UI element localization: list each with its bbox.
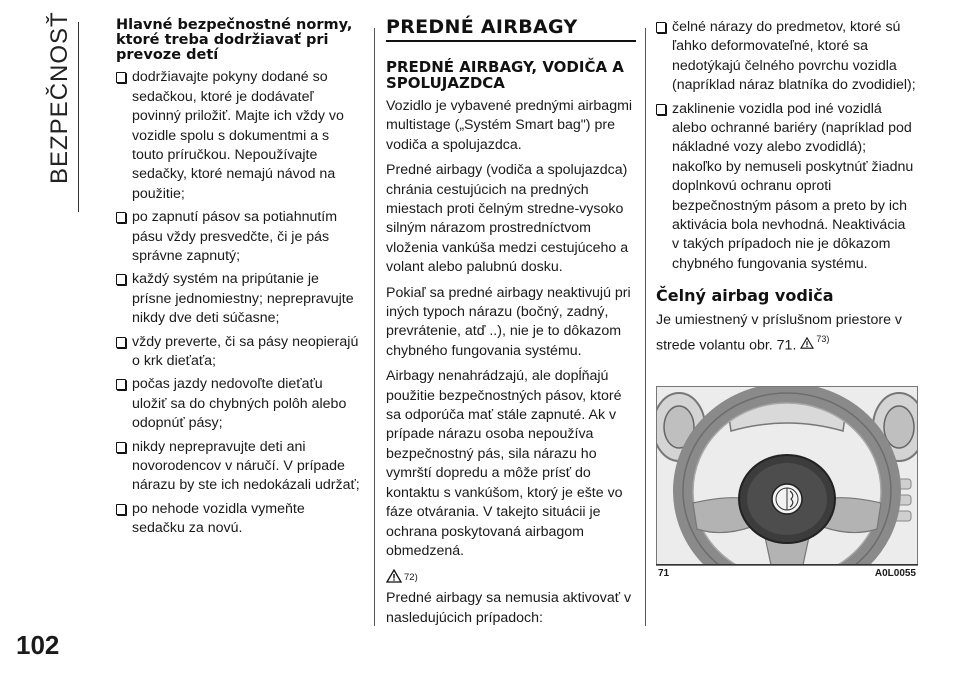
list-item-text: po nehode vozidla vymeňte sedačku za novú. <box>132 500 305 537</box>
list-item <box>116 333 361 372</box>
section-tab-label: BEZPEČNOSŤ <box>46 11 73 184</box>
list-item-text: počas jazdy nedovoľte dieťaťu uložiť sa do chybných polôh alebo odopnúť pásy; <box>132 376 347 432</box>
list-item <box>656 100 916 275</box>
warning-reference <box>386 569 636 583</box>
list-item <box>116 208 361 266</box>
warning-reference <box>800 330 829 349</box>
checkbox-bullet-icon <box>116 212 126 223</box>
list-item <box>116 375 361 433</box>
section-tab <box>28 11 92 190</box>
column-divider <box>374 28 375 626</box>
paragraph: Airbagy nenahrádzajú, ale dopĺňajú použitie bezpečnostných pásov, ktoré sa odporúča mať stále zapnuté. Ak v prípade nárazu osoba nepoužíva bezpečnostný pás, sila nárazu ho vymrští dopredu a môže prísť do kontaktu s vankúšom, ktorý je ešte vo fáze otvárania. V takejto situácii je ochrana poskytovaná airbagom obmedzená. <box>386 368 623 559</box>
checkbox-bullet-icon <box>116 274 126 285</box>
warning-triangle-icon <box>386 569 402 583</box>
steering-wheel-illustration <box>656 386 918 566</box>
checkbox-bullet-icon <box>656 104 666 115</box>
page-title: PREDNÉ AIRBAGY <box>386 18 636 42</box>
paragraph-text: Je umiestnený v príslušnom priestore v strede volantu obr. 71. <box>656 311 903 354</box>
checkbox-bullet-icon <box>116 72 126 83</box>
section-heading: Hlavné bezpečnostné normy, ktoré treba dodržiavať pri prevoze detí <box>116 17 353 63</box>
page-number: 102 <box>16 630 60 660</box>
list-item-text: po zapnutí pásov sa potiahnutím pásu vždy presvedčte, či je pás správne zapnutý; <box>132 209 338 264</box>
figure-caption <box>656 564 918 579</box>
list-item <box>116 68 361 204</box>
bullet-list <box>656 18 916 274</box>
list-item-text: nikdy neprepravujte deti ani novorodencov v náručí. V prípade nárazu by ste ich nedokázali udržať; <box>132 438 360 494</box>
bullet-list <box>116 68 361 538</box>
list-item-text: každý systém na pripútanie je prísne jednomiestny; neprepravujte nikdy dve deti súčasne; <box>132 271 354 327</box>
paragraph: Vozidlo je vybavené prednými airbagmi multistage („Systém Smart bag") pre vodiča a spolujazdca. <box>386 97 633 153</box>
column-front-airbags <box>386 18 636 628</box>
list-item-text: vždy preverte, či sa pásy neopierajú o krk dieťaťa; <box>132 333 359 370</box>
list-item-text: zaklinenie vozidla pod iné vozidlá alebo ochranné bariéry (napríklad pod nákladné vozy alebo zvodidlá); nakoľko by nemuseli poskytnúť žiadnu doplnkovú ochranu oproti bezpečnostným pásom a preto by ich aktivácia bola nevhodná. Neaktivácia v takých prípadoch nie je dôkazom chybného fungovania systému. <box>672 100 914 272</box>
warning-ref-number: 73) <box>816 334 830 344</box>
figure-code: A0L0055 <box>874 568 916 579</box>
checkbox-bullet-icon <box>116 504 126 515</box>
paragraph: Pokiaľ sa predné airbagy neaktivujú pri iných typoch nárazu (bočný, zadný, prevrátenie, atď ..), nie je to dôkazom chybného fungovania systému. <box>386 284 631 359</box>
column-child-safety <box>116 18 361 543</box>
checkbox-bullet-icon <box>116 337 126 348</box>
list-item <box>656 18 916 96</box>
column-divider <box>645 28 646 626</box>
warning-triangle-icon <box>800 337 814 349</box>
checkbox-bullet-icon <box>116 379 126 390</box>
list-item-text: dodržiavajte pokyny dodané so sedačkou, ktoré je dodávateľ povinný priložiť. Majte ich vždy vo vozidle spolu s dokumentmi a s touto príručkou. Nepoužívajte sedačky, ktoré nemajú návod na použitie; <box>132 69 344 202</box>
list-item <box>116 270 361 328</box>
checkbox-bullet-icon <box>656 22 666 33</box>
checkbox-bullet-icon <box>116 442 126 453</box>
steering-wheel-airbag-image <box>657 387 917 565</box>
subsection-heading: PREDNÉ AIRBAGY, VODIČA A SPOLUJAZDCA <box>386 58 624 92</box>
column-airbag-conditions <box>656 18 916 356</box>
subsection-heading: Čelný airbag vodiča <box>656 286 834 306</box>
list-item-text: čelné nárazy do predmetov, ktoré sú ľahko deformovateľné, ktoré sa nedotýkajú čelného povrchu vozidla (napríklad náraz blatníka do zvodidiel); <box>672 19 916 94</box>
list-item <box>116 438 361 496</box>
section-tab-rule <box>78 22 79 212</box>
figure-number: 71 <box>658 568 670 579</box>
paragraph: Predné airbagy (vodiča a spolujazdca) chránia cestujúcich na predných miestach proti čelným stredne-vysoko silným nárazom prostredníctvom vloženia vankúša medzi cestujúceho a volant alebo palubnú dosku. <box>386 162 629 276</box>
paragraph: Predné airbagy sa nemusia aktivovať v nasledujúcich prípadoch: <box>386 590 632 626</box>
paragraph <box>656 311 916 356</box>
list-item <box>116 500 361 539</box>
warning-ref-number: 72) <box>404 572 418 584</box>
